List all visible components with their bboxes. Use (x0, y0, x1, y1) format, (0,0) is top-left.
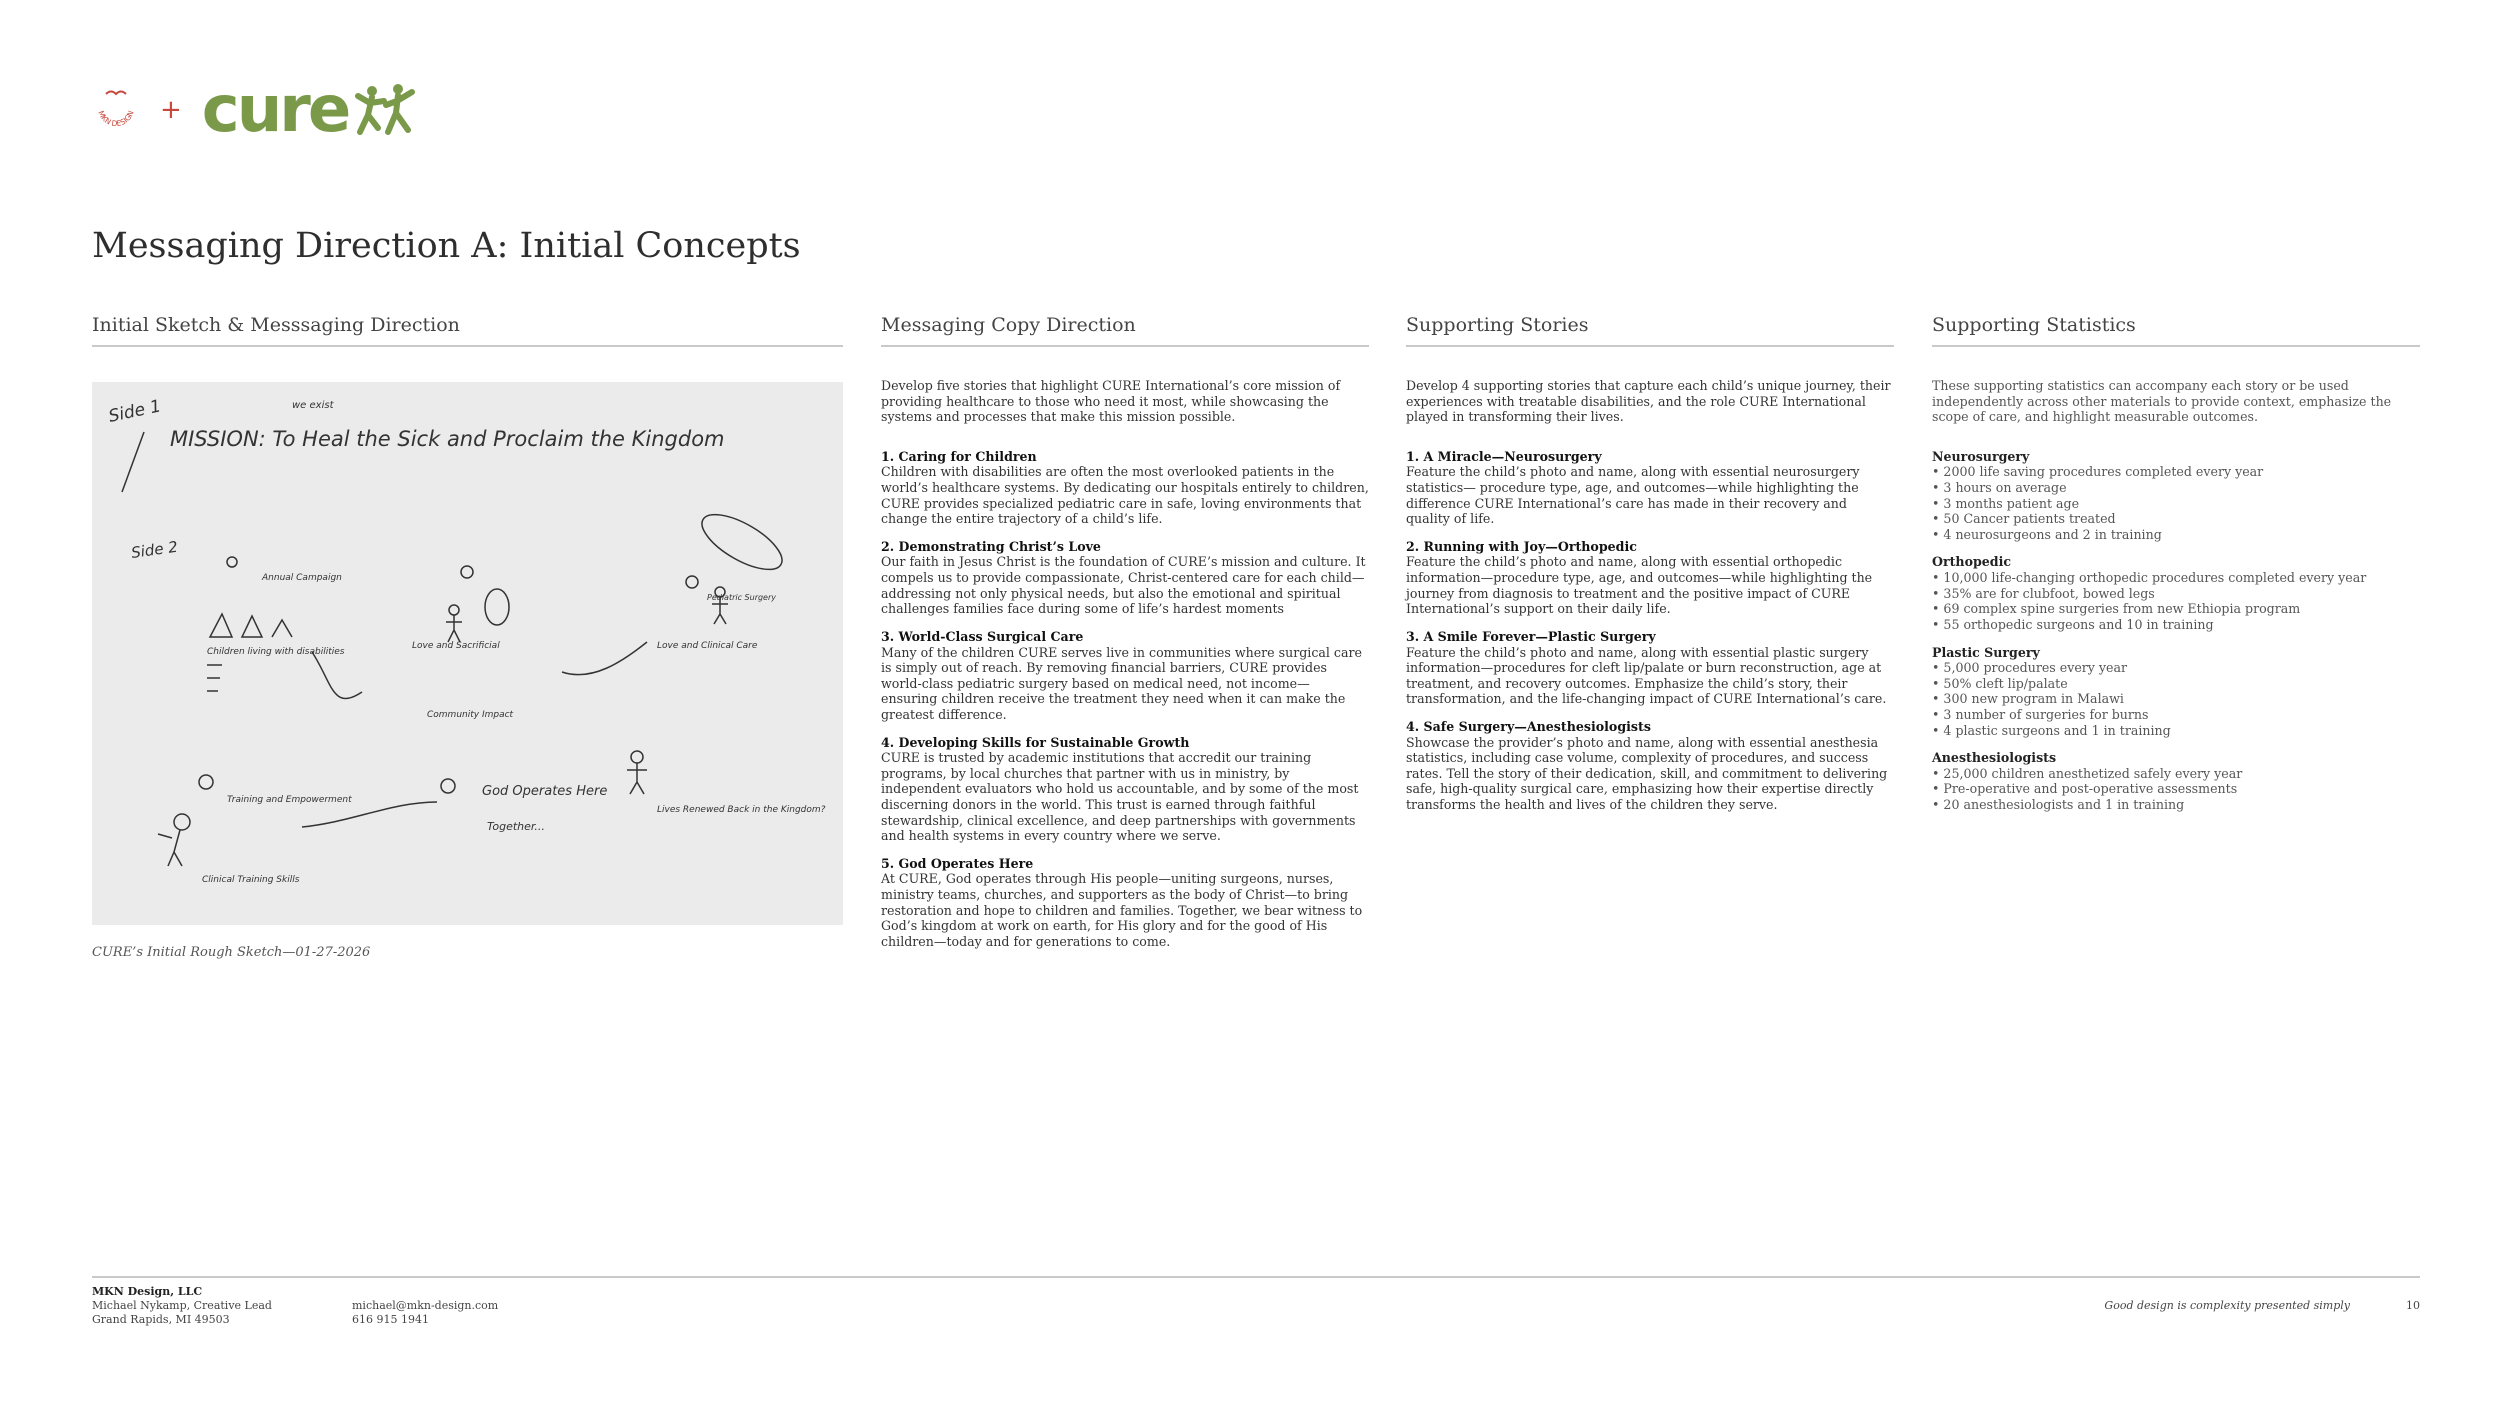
footer-rule (92, 1276, 2420, 1278)
stats-column-heading: Supporting Statistics (1932, 314, 2420, 347)
svg-text:we exist: we exist (292, 400, 334, 411)
svg-text:Training and Empowerment: Training and Empowerment (227, 795, 352, 805)
footer-city: Grand Rapids, MI 49503 (92, 1312, 230, 1326)
svg-text:Side 2: Side 2 (130, 537, 179, 562)
story-item: 3. A Smile Forever—Plastic Surgery Feature the child’s photo and name, along with essential plastic surgery information—procedures for cleft lip/palate or burn reconstruction, age at treatment, and recovery outcomes. Emphasize the child’s story, their transformation, and the life-changing impact of CURE International’s care. (1406, 628, 1887, 707)
stat-group: Orthopedic • 10,000 life-changing orthopedic procedures completed every year • 35% are for clubfoot, bowed legs • 69 complex spine surgeries from new Ethiopia program • 55 orthopedic surgeons and 10 in training (1932, 554, 2367, 632)
copy-column (881, 378, 1369, 962)
svg-text:Together...: Together... (487, 820, 545, 833)
cure-figures-icon (352, 82, 418, 138)
story-item: 2. Running with Joy—Orthopedic Feature the child’s photo and name, along with essential orthopedic information—procedure type, age, and outcomes—while highlighting the journey from diagnosis to treatment and the positive impact of CURE International’s support on their daily life. (1406, 538, 1873, 617)
story-item: 4. Safe Surgery—Anesthesiologists Showcase the provider’s photo and name, along with essential anesthesia statistics, including case volume, complexity of procedures, and success rates. Tell the story of their dedication, skill, and commitment to delivering safe, high-quality surgical care, emphasizing how their expertise directly transforms the health and lives of the children they serve. (1406, 718, 1888, 813)
footer-phone: 616 915 1941 (352, 1312, 429, 1326)
svg-text:MKN DESIGN (96, 109, 135, 128)
stories-column-heading: Supporting Stories (1406, 314, 1894, 347)
copy-item: 2. Demonstrating Christ’s Love Our faith in Jesus Christ is the foundation of CURE’s mission and culture. It compels us to provide compassionate, Christ-centered care for each child—addressing not only physical needs, but also the emotional and spiritual challenges families face during some of life’s hardest moments (881, 538, 1366, 617)
stat-group: Anesthesiologists • 25,000 children anesthetized safely every year • Pre-operative and post-operative assessments • 20 anesthesiologists and 1 in training (1932, 750, 2243, 813)
logo-plus: + (160, 95, 182, 125)
stat-group: Plastic Surgery • 5,000 procedures every year • 50% cleft lip/palate • 300 new program in Malawi • 3 number of surgeries for burns • 4 plastic surgeons and 1 in training (1932, 644, 2171, 738)
svg-text:Annual Campaign: Annual Campaign (262, 573, 342, 583)
cure-logo-word: cure (201, 73, 349, 147)
footer-email: michael@mkn-design.com (352, 1299, 499, 1312)
svg-text:Love and Sacrificial: Love and Sacrificial (412, 641, 500, 651)
page-number: 10 (2406, 1299, 2420, 1312)
page-title: Messaging Direction A: Initial Concepts (92, 226, 801, 266)
sketch-caption: CURE’s Initial Rough Sketch—01-27-2026 (92, 945, 371, 960)
footer-contact (352, 1299, 498, 1327)
svg-text:God Operates Here: God Operates Here (482, 784, 608, 799)
copy-item: 1. Caring for Children Children with disabilities are often the most overlooked patients in the world’s healthcare systems. By dedicating our hospitals entirely to children, CURE provides specialized pediatric care in safe, loving environments that change the entire trajectory of a child’s life. (881, 448, 1369, 527)
copy-item: 3. World-Class Surgical Care Many of the children CURE serves live in communities where surgical care is simply out of reach. By removing financial barriers, CURE provides world-class pediatric surgery based on medical need, not income— ensuring children receive the treatment they need when it can make the greatest difference. (881, 628, 1362, 722)
svg-text:Community Impact: Community Impact (427, 710, 514, 720)
copy-item: 5. God Operates Here At CURE, God operates through His people—uniting surgeons, nurses, ministry teams, churches, and supporters as the body of Christ—to bring restoration and hope to children and families. Together, we bear witness to God’s kingdom at work on earth, for His glory and for the good of His children—today and for generations to come. (881, 855, 1363, 949)
footer-address (92, 1285, 272, 1326)
svg-text:Love and Clinical Care: Love and Clinical Care (657, 641, 758, 651)
footer-tagline: Good design is complexity presented simply (2104, 1299, 2350, 1312)
svg-text:MISSION: To Heal the Sick and: MISSION: To Heal the Sick and Proclaim the Kingdom (170, 427, 725, 451)
sketch-column-heading: Initial Sketch & Messsaging Direction (92, 314, 843, 347)
svg-text:Pediatric Surgery: Pediatric Surgery (707, 593, 776, 602)
logo-lockup (92, 73, 418, 147)
svg-text:Side 1: Side 1 (106, 396, 163, 427)
stats-column (1932, 378, 2420, 825)
sketch-drawing (92, 382, 843, 925)
stories-column (1406, 378, 1894, 825)
footer-person: Michael Nykamp, Creative Lead (92, 1298, 272, 1312)
stat-group: Neurosurgery • 2000 life saving procedures completed every year • 3 hours on average • 3 months patient age • 50 Cancer patients treated • 4 neurosurgeons and 2 in training (1932, 448, 2264, 542)
svg-text:Clinical Training Skills: Clinical Training Skills (202, 875, 300, 885)
mkn-logo-text: MKN DESIGN (96, 109, 136, 129)
mkn-logo-icon (92, 86, 140, 134)
svg-text:Lives Renewed Back in the King: Lives Renewed Back in the Kingdom? (657, 805, 826, 815)
stats-intro: These supporting statistics can accompany each story or be used independently across other materials to provide context, emphasize the scope of care, and highlight measurable outcomes. (1932, 378, 2392, 425)
svg-text:Children living with disabilit: Children living with disabilities (207, 647, 345, 657)
rough-sketch-image (92, 382, 843, 925)
story-item: 1. A Miracle—Neurosurgery Feature the child’s photo and name, along with essential neurosurgery statistics— procedure type, age, and outcomes—while highlighting the difference CURE International’s care has made in their recovery and quality of life. (1406, 448, 1860, 527)
copy-column-heading: Messaging Copy Direction (881, 314, 1369, 347)
stories-intro: Develop 4 supporting stories that capture each child’s unique journey, their experiences with treatable disabilities, and the role CURE International played in transforming their lives. (1406, 378, 1891, 425)
copy-intro: Develop five stories that highlight CURE International’s core mission of providing healthcare to those who need it most, while showcasing the systems and processes that make this mission possible. (881, 378, 1341, 425)
footer-company: MKN Design, LLC (92, 1285, 203, 1298)
copy-item: 4. Developing Skills for Sustainable Growth CURE is trusted by academic institutions that accredit our training programs, by local churches that partner with us in ministry, by independent evaluators who hold us accountable, and by some of the most discerning donors in the world. This trust is earned through faithful stewardship, clinical excellence, and deep partnerships with governments and health systems in every country where we serve. (881, 734, 1359, 844)
